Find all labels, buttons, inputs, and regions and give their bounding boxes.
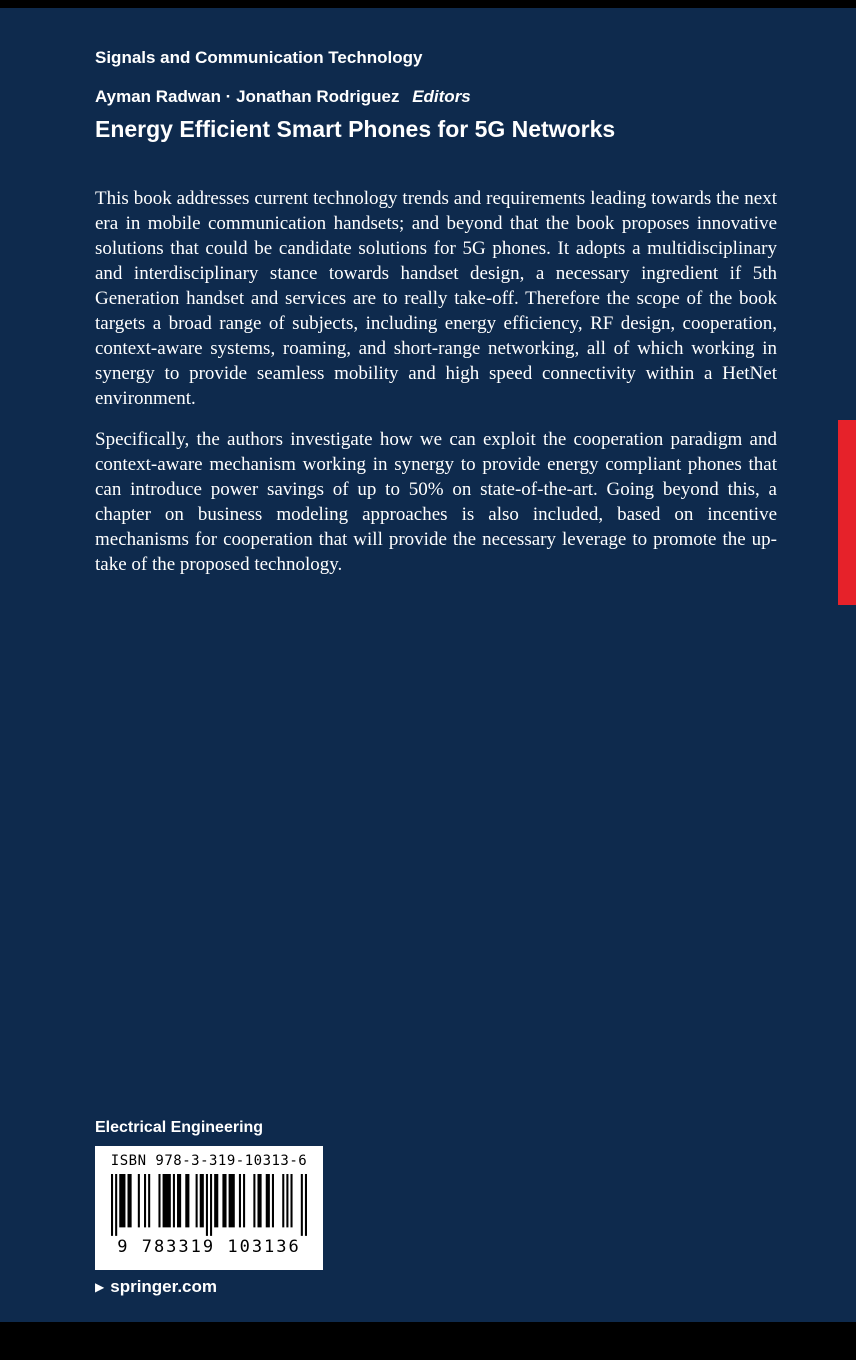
bottom-black-band	[0, 1322, 856, 1360]
cover-header	[95, 48, 776, 144]
editors-names: Ayman Radwan · Jonathan Rodriguez	[95, 87, 400, 106]
barcode	[111, 1174, 307, 1238]
editors-label: Editors	[412, 87, 471, 106]
back-cover-blurb	[95, 186, 777, 593]
blurb-paragraph-1: This book addresses current technology trends and requirements leading towards the next era in mobile communication handsets; and beyond that the book proposes innovative solutions that could be candidate solutions for 5G phones. It adopts a multidisciplinary and interdisciplinary stance towards handset design, a necessary ingredient if 5th Generation handset and services are to really take-off. Therefore the scope of the book targets a broad range of subjects, including energy efficiency, RF design, cooperation, context-aware systems, roaming, and short-range networking, all of which working in synergy to provide seamless mobility and high speed connectivity within a HetNet environment.	[95, 188, 777, 409]
subject-category: Electrical Engineering	[95, 1119, 264, 1136]
book-title: Energy Efficient Smart Phones for 5G Networks	[95, 116, 616, 142]
series-title: Signals and Communication Technology	[95, 48, 423, 67]
red-edge-tab	[838, 420, 856, 605]
springer-arrow-icon: ▶	[95, 1280, 105, 1294]
barcode-digits: 9 783319 103136	[117, 1237, 301, 1257]
springer-url: springer.com	[110, 1277, 217, 1296]
editors-line	[95, 87, 776, 107]
top-black-band	[0, 0, 856, 8]
springer-line	[95, 1277, 217, 1297]
isbn-number: ISBN 978-3-319-10313-6	[110, 1153, 308, 1169]
isbn-barcode-box	[95, 1146, 323, 1270]
blurb-paragraph-2: Specifically, the authors investigate how we can exploit the cooperation paradigm and context-aware mechanism working in synergy to provide energy compliant phones that can introduce power savings of up to 50% on state-of-the-art. Going beyond this, a chapter on business modeling approaches is also included, based on incentive mechanisms for cooperation that will provide the necessary leverage to promote the up-take of the proposed technology.	[95, 429, 777, 575]
